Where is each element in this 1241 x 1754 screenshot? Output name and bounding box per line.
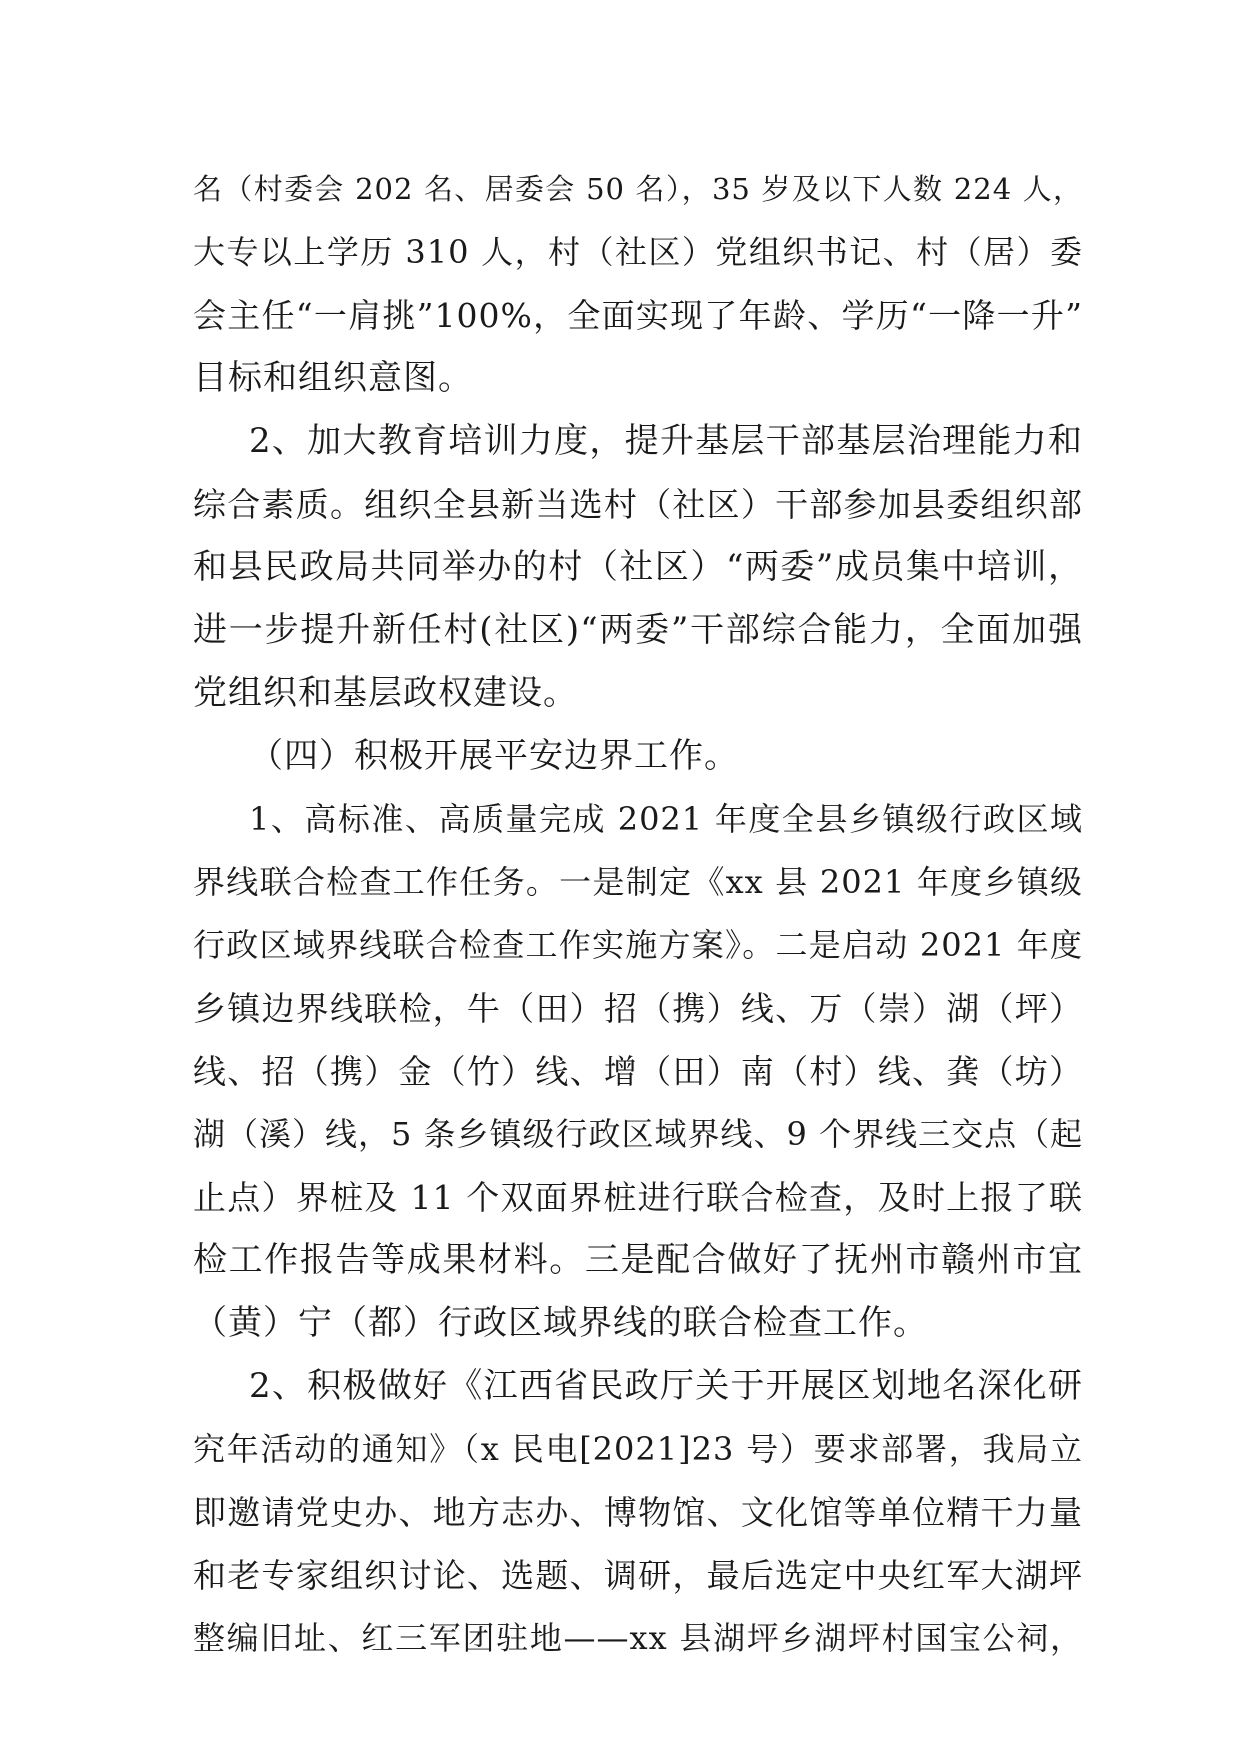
text-line: 1、高标准、高质量完成 2021 年度全县乡镇级行政区域 — [249, 800, 1083, 838]
text-line: 检工作报告等成果材料。三是配合做好了抚州市赣州市宜 — [193, 1240, 1083, 1280]
text-line: 会主任“一肩挑”100%，全面实现了年龄、学历“一降一升” — [193, 296, 1083, 335]
text-line: 乡镇边界线联检，牛（田）招（携）线、万（崇）湖（坪） — [193, 989, 1083, 1028]
text-line: 即邀请党史办、地方志办、博物馆、文化馆等单位精干力量 — [193, 1493, 1083, 1532]
text-line: 2、加大教育培训力度，提升基层干部基层治理能力和 — [249, 421, 1083, 461]
text-line: 究年活动的通知》（x 民电[2021]23 号）要求部署，我局立 — [193, 1430, 1083, 1468]
section-heading: （四）积极开展平安边界工作。 — [249, 736, 739, 776]
text-line: 综合素质。组织全县新当选村（社区）干部参加县委组织部 — [193, 485, 1083, 524]
text-line: 2、积极做好《江西省民政厅关于开展区划地名深化研 — [249, 1366, 1083, 1406]
text-line: 和县民政局共同举办的村（社区）“两委”成员集中培训， — [193, 547, 1083, 587]
document-body — [193, 158, 1083, 1670]
text-line: 行政区域界线联合检查工作实施方案》。二是启动 2021 年度 — [193, 926, 1083, 964]
text-line: 和老专家组织讨论、选题、调研，最后选定中央红军大湖坪 — [193, 1556, 1083, 1595]
text-line: 进一步提升新任村(社区)“两委”干部综合能力，全面加强 — [193, 610, 1083, 650]
text-line: 湖（溪）线，5 条乡镇级行政区域界线、9 个界线三交点（起 — [193, 1115, 1084, 1153]
text-line: 名（村委会 202 名、居委会 50 名），35 岁及以下人数 224 人， — [193, 172, 1083, 206]
text-line: 线、招（携）金（竹）线、增（田）南（村）线、龚（坊） — [193, 1052, 1083, 1091]
text-line: 党组织和基层政权建设。 — [193, 673, 578, 713]
text-line: 大专以上学历 310 人，村（社区）党组织书记、村（居）委 — [193, 233, 1083, 271]
text-line: 止点）界桩及 11 个双面界桩进行联合检查，及时上报了联 — [193, 1178, 1083, 1217]
text-line: 整编旧址、红三军团驻地——xx 县湖坪乡湖坪村国宝公祠， — [193, 1619, 1083, 1657]
text-line: 目标和组织意图。 — [193, 358, 473, 398]
text-line: 界线联合检查工作任务。一是制定《xx 县 2021 年度乡镇级 — [193, 863, 1083, 901]
text-line: （黄）宁（都）行政区域界线的联合检查工作。 — [193, 1303, 928, 1343]
